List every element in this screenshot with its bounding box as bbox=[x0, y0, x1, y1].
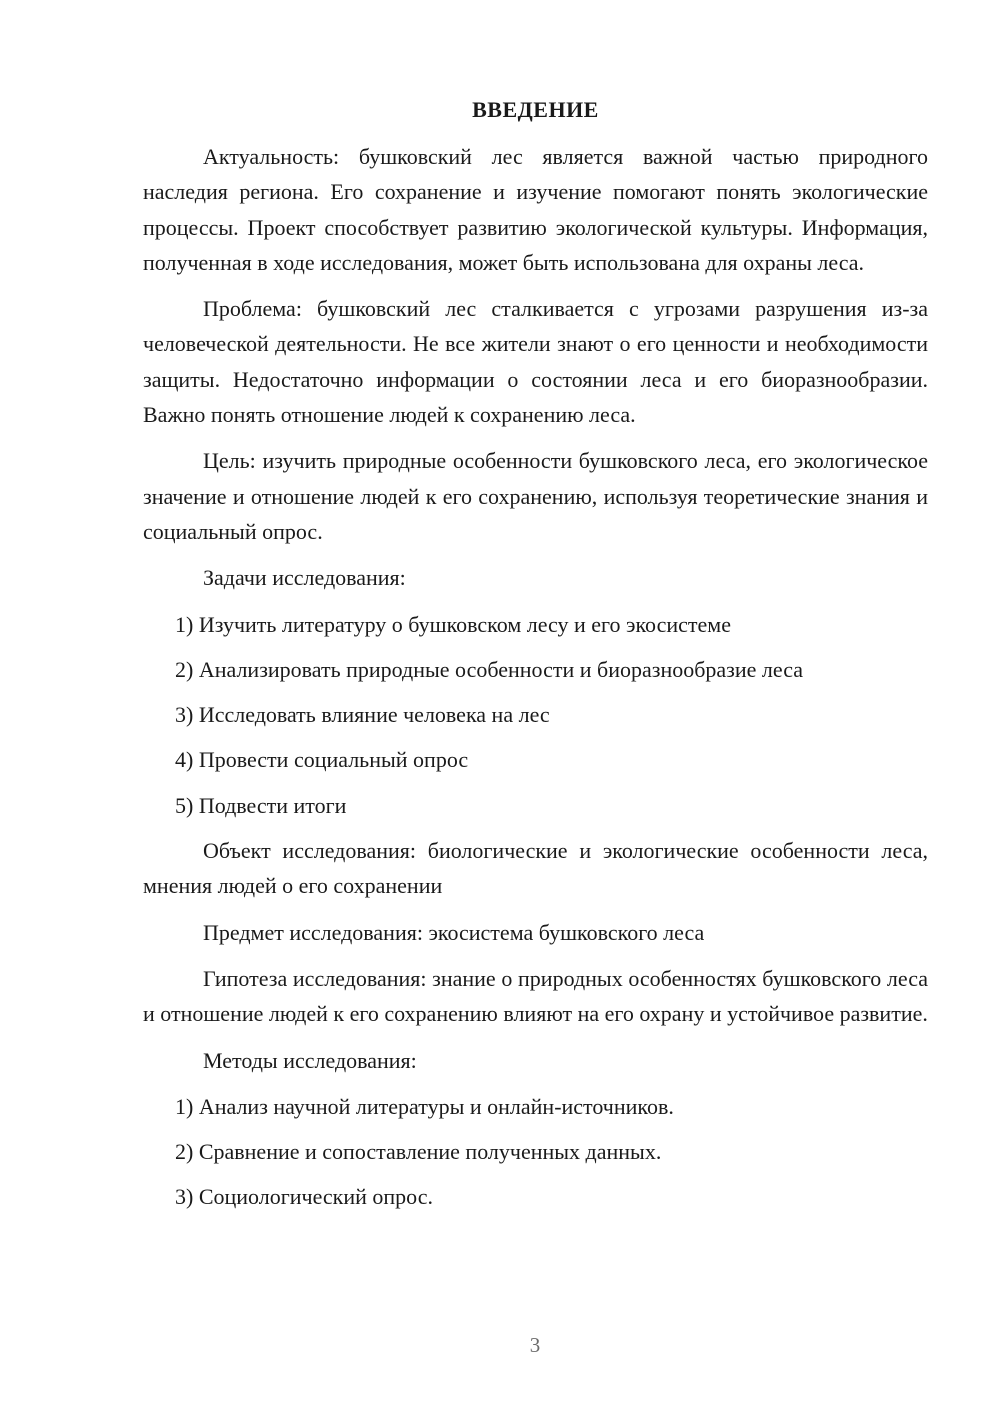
task-item: 1) Изучить литературу о бушковском лесу и его экосистеме bbox=[175, 611, 731, 637]
method-item: 1) Анализ научной литературы и онлайн-источников. bbox=[175, 1093, 674, 1119]
relevance-paragraph: Актуальность: бушковский лес является важной частью природного наследия региона. Его сохранение и изучение помогают понять экологические процессы. Проект способствует развитию экологической культуры. Информация, полученная в ходе исследования, может быть использована для охраны леса. bbox=[143, 144, 928, 275]
methods-heading: Методы исследования: bbox=[203, 1047, 417, 1073]
page-content bbox=[143, 95, 928, 1225]
tasks-heading: Задачи исследования: bbox=[203, 565, 406, 591]
task-item: 4) Провести социальный опрос bbox=[175, 747, 469, 773]
page-title: ВВЕДЕНИЕ bbox=[472, 97, 599, 122]
goal-paragraph: Цель: изучить природные особенности бушковского леса, его экологическое значение и отношение людей к его сохранению, используя теоретические знания и социальный опрос. bbox=[143, 448, 928, 544]
method-item: 2) Сравнение и сопоставление полученных данных. bbox=[175, 1139, 662, 1165]
subject-paragraph: Предмет исследования: экосистема бушковского леса bbox=[203, 919, 705, 945]
method-item: 3) Социологический опрос. bbox=[175, 1184, 433, 1210]
task-item: 5) Подвести итоги bbox=[175, 792, 347, 818]
problem-paragraph: Проблема: бушковский лес сталкивается с угрозами разрушения из-за человеческой деятельности. Не все жители знают о его ценности и необходимости защиты. Недостаточно информации о состоянии леса и его биоразнообразии. Важно понять отношение людей к сохранению леса. bbox=[143, 296, 928, 428]
page-number: 3 bbox=[529, 1333, 541, 1357]
hypothesis-paragraph: Гипотеза исследования: знание о природных особенностях бушковского леса и отношение людей к его сохранению влияют на его охрану и устойчивое развитие. bbox=[143, 965, 928, 1027]
object-paragraph: Объект исследования: биологические и экологические особенности леса, мнения людей о его сохранении bbox=[143, 838, 928, 899]
task-item: 2) Анализировать природные особенности и биоразнообразие леса bbox=[175, 656, 803, 682]
task-item: 3) Исследовать влияние человека на лес bbox=[175, 702, 550, 728]
